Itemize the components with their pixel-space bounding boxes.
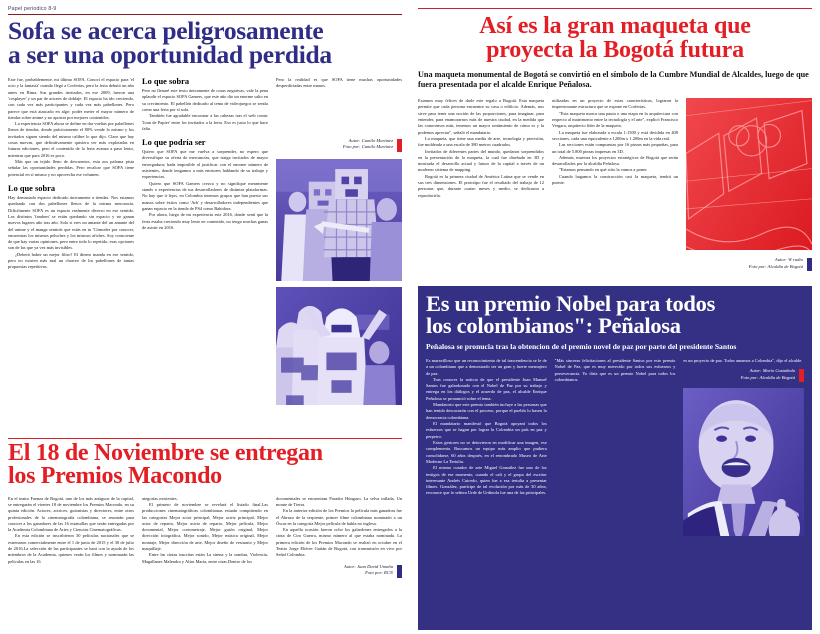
paragraph: Más que un tejido lleno de descuentos, esta zos paloma pista señalar las oportunidades perdidas. Pero recalcar que SOFA tiene potencial en sí mismo y no aprovecha ese volumen. xyxy=(8,159,134,177)
sofa-byline xyxy=(276,138,402,151)
byline-tick-mark xyxy=(807,258,812,271)
sofa-photo-cosplay-minecraft xyxy=(276,159,402,281)
penalosa-column-2 xyxy=(555,358,676,536)
byline-author: Autor: Camilo Martinez xyxy=(348,137,393,143)
sofa-photo-stack xyxy=(276,159,402,405)
paragraph: documentales se encuentran Parador Húngaro, La selva inflada, Un monte de Tierra. xyxy=(276,495,402,507)
macondo-column-1 xyxy=(8,496,134,577)
paragraph: Quiero que SOFA que me vuelva a sorprender, no espero que diversifique su oferta de mercancías, que traiga invitados de mayor envergadura; hada imposible al justificar con el enorme número de asistentes, donde tengamos a más emisores hablando de su trabajo y experiencias. xyxy=(142,149,268,180)
macondo-top-rule xyxy=(8,438,402,439)
sofa-photo-cosplay-stormtrooper xyxy=(276,287,402,405)
penalosa-headline-line1: Es un premio Nobel para todos xyxy=(426,291,716,316)
paragraph: ategorías existentes. xyxy=(142,495,178,501)
byline-tick-mark xyxy=(799,369,804,382)
paragraph: "Estamos pensando en qué sitio la vamos a poner. xyxy=(559,167,648,173)
article-penalosa xyxy=(418,286,812,630)
photo-artwork xyxy=(276,287,402,405)
article-maqueta xyxy=(418,15,812,270)
paragraph: "Esta maqueta marca una pauta o una etapa en la arquitectura con respecto al matrimonio entre la tecnología y el arte", explicó Francisco Vergara, arquitecto líder de la maqueta. xyxy=(552,110,678,129)
paragraph: Además, muestra los proyectos estratégicos de Bogotá que serán desarrollados por la alcaldía Peñalosa. xyxy=(552,154,678,167)
photo-artwork xyxy=(276,159,402,281)
maqueta-column-3 xyxy=(686,98,812,270)
paragraph: La experiencia SOFA ahora se define en dar vueltas por pabellones llenos de tiendas, donde prácticamente el 80% vende lo mismo y los invitados siguen siendo del mismo calibre lo que dijo. Claro que hay cosas nuevas, que definitivamente quisiera ver más explotadas en futuras ediciones, pero el contenido de la feria avanza a paso lento, mientras que para 2016 es poco. xyxy=(8,121,134,158)
paragraph: En la anterior edición de los Premios la película más ganadora fue el Abrazo de la serpiente, primer filme colombiano nominado a un Óscar en la categoría Mejor película de habla no inglesa. xyxy=(276,508,402,526)
byline-photo-credit: Foto por: Alcaldía de Bogotá xyxy=(748,263,803,269)
maqueta-headline xyxy=(418,15,812,62)
paragraph: La maqueta fue elaborada a escala 1:1500 y está dividida en 408 secciones, cada una equivalente a 1200m x 1.200m en la vida real. xyxy=(552,129,678,141)
sofa-subhead-lo-que-podria-ser: Lo que podría ser xyxy=(142,138,206,148)
maqueta-column-1 xyxy=(418,98,544,270)
penalosa-columns xyxy=(426,358,804,536)
paragraph: "Más sinceras felicitaciones al presidente Santos por este premio Nobel de Paz, que es muy merecido por todos sus esfuerzos y perseverancia. Yo diría que es un premio Nobel para todos los colombianos. xyxy=(554,357,676,382)
article-sofa xyxy=(8,16,402,405)
maqueta-standfirst: Una maqueta monumental de Bogotá se convirtió en el símbolo de la Cumbre Mundial de Alcaldes, luego de que fuera presentada por el alcalde Enrique Peñalosa. xyxy=(418,70,809,90)
maqueta-columns xyxy=(418,98,812,270)
maqueta-top-rule xyxy=(418,8,812,9)
article-macondo xyxy=(8,438,402,577)
paragraph: En esta edición se inscribieron 30 películas nacionales que se estrenaron comercialmente entre el 1 de junio de 2015 y el 30 de julio de 2016.La selección de las participantes se hará con la ayuda de los miembros de la Academia, quienes verán los filmes y nominarán las películas en las 16 xyxy=(8,533,134,564)
penalosa-standfirst: Peñalosa se pronucia tras la obtencion de el premio novel de paz por parte del presidente Santos xyxy=(426,341,737,351)
paragraph: es un proyecto de paz. Todos amamos a Colombia", dijo el alcalde. xyxy=(683,357,803,363)
paragraph: Invitados de diferentes partes del mundo, quedaron sorprendidos en la presentación de la maqueta, la cual fue diseñada en 3D y mostrada el desarrollo actual y futuro de la capital a través de un moderno sistema de mapping. xyxy=(418,148,544,173)
paragraph: También fue agradable encontrar a las cabezas tras el web comic 'Joan de Papier' entre los invitados a la feria. Eso es justo lo que hace falta. xyxy=(142,113,268,131)
paragraph: El mandatario manifestó que Bogotá apoyará todos los esfuerzos que se hagan por lograr la Colombia un país en paz y perpetro. xyxy=(426,421,547,439)
macondo-column-2 xyxy=(142,496,268,577)
macondo-headline-line2: los Premios Macondo xyxy=(8,462,222,489)
sofa-headline-line1: Sofa se acerca peligrosamente xyxy=(8,16,324,45)
paragraph: El mismo curador de arte Miguel González fue uno de los testigos de ese momento, cuando el cali y el grupo del escritor interesante Andrés Caicedo, quien fue a esa tertulia a presentar filmes. González, partícipe de tal evolución por más de 30 años, reconoce que lo señora Urde de Urdinola fue una de las principales. xyxy=(426,465,547,496)
right-page xyxy=(410,0,820,634)
byline-photo-credit: Foto por: Alcaldía de Bogotá xyxy=(740,374,796,380)
page-kicker: Papel periodico 8-9 xyxy=(8,6,57,12)
macondo-columns xyxy=(8,496,402,577)
right-page-spacer xyxy=(418,0,812,8)
sofa-column-1 xyxy=(8,77,134,405)
maqueta-photo xyxy=(686,98,812,250)
sofa-subhead-lo-que-sobra: Lo que sobra xyxy=(8,183,56,193)
paragraph: Estos gestores no se detuvieron en modificar una imagen, ese complementa. Buscamos un equipo más amplio que pudiera consolidarse, 60 años después, en el renombrado Museo de Arte Moderno La Tertulia. xyxy=(426,439,547,464)
paragraph: La maqueta, que tiene una media de arte, tecnología y precisión, fue moldeada a una escala de 380 metros cuadrados. xyxy=(418,135,544,148)
sofa-headline-line2: a ser una oportunidad perdida xyxy=(8,40,332,70)
paragraph: Es maravilloso que un reconocimiento de tal trascendencia se le de a un colombiano que a demostrado ser un gran y fuerte mensajero de paz. xyxy=(426,357,547,376)
byline-author: Autor: Mario Castañeda xyxy=(749,368,796,374)
paragraph: ¿Deberá haber un mejor filtro? El dinero manda en ese sentido, pero no existen más mal un chorreo de los pabellones de tantas propuestas repetitivas. xyxy=(8,251,134,270)
sofa-columns xyxy=(8,77,402,405)
penalosa-byline xyxy=(683,368,804,381)
paragraph: En el teatro Faenza de Bogotá, uno de los más antiguos de la capital, se entregarán el viernes 18 de noviembre los Premios Macondo, en su quinta edición. Actores, actrices, guionistas y directores, entre otros profesionales de la cinematografía colombiana, se reunirán para conocer a los ganadores de las 16 estatuillas que serán entregadas por la Academia Colombiana de Artes y Ciencias Cinematográficas. xyxy=(8,495,134,533)
maqueta-headline-line2: proyecta la Bogotá futura xyxy=(486,36,744,63)
sofa-headline xyxy=(8,16,402,70)
paragraph: Bogotá es la primera ciudad de América Latina que se vende en sus tres dimensiones. El prototipo fue el resultado del trabajo de 12 personas que, durante cuatro meses y medio, se dedicaron a reproducirla. xyxy=(418,173,544,198)
macondo-column-3 xyxy=(276,496,402,577)
paragraph: Mandatorio que este premio también incluye a las personas que han tenido descorazón con el proceso, porque el pueblo lo basen la democracia colombiana. xyxy=(426,402,547,420)
macondo-headline-line1: El 18 de Noviembre se entregan xyxy=(8,440,323,466)
paragraph: Por ahora, luego de mi experiencia este 2016, donde sentí que la feria estaba creciendo muy lento en contenido, no tengo muchas ganas de asistir en 2016. xyxy=(142,212,268,230)
penalosa-column-3 xyxy=(683,358,804,536)
paragraph: Entre las cintas inscritas están La sirena y la sombra, Violencia, Magallanes Malendro y Alias María, entre otras.Dentro de los xyxy=(142,552,268,564)
paragraph: En aquella ocasión fueron ocho los galardones entregados a la cinta de Ciro Guerra, mismo número al que estaba nominada. La primera edición de los Premios Macondo se realizó en octubre en el Teatro Jorge Eliécer Gaitán de Bogotá, con transmisión en vivo por Señal Colombia. xyxy=(276,527,402,558)
paragraph: Estamos muy felices de darle este regalo a Bogotá. Esta maqueta permite que cada persona encuentre su casa o edificio. Además, nos sirve para tener una noción de las proporciones, para imaginar, para entender, para enamorarnos más de nuestra ciudad, en la medida que las conocemos más, tenemos un mayor sentimiento de cómo es y la podemos apreciar", señaló el mandatario. xyxy=(418,98,544,135)
maqueta-headline-line1: Así es la gran maqueta que xyxy=(479,13,751,39)
sofa-column-3 xyxy=(276,77,402,405)
paragraph: Las secciones están compuestas por 16 piezas más pequeñas, para un total de 5.800 piezas impresas en 3D. xyxy=(552,142,678,154)
penalosa-headline xyxy=(426,293,804,337)
byline-author: Autor: W radio xyxy=(774,257,803,263)
paragraph: Este fue, probablemente, mi último SOFA. Conocí el espacio para 'el ocio y la fantasía' cuando llegó a Corferias, pero la feria debutó un año antes en Bima. Sus grandes invitados, en ese 2009, fueron una 'cosplayer' y un par de actores de doblaje. El espacio ha ido creciendo, con cada vez más participantes y cada vez más pabellones. Pero parece que está atascado en algo: poder meter el mayor número de tiendas sobre anime y no apostar por mejores contenidos. xyxy=(8,76,134,120)
sofa-subhead-lo-que-sobra-2: Lo que sobra xyxy=(142,76,190,86)
byline-tick-mark xyxy=(397,565,402,578)
paragraph: Hay demasiado espacio dedicado únicamente a tiendas. Nos estamos quedando con dos pabellones llenos de la misma mercancía. Difícilmente SOFA es un espacio realmente diverso en ese sentido. Los distintos 'fandom' se están quedando sin espacio y no ganan nuevos lugares año tras año. Solo si eres un amante del un amante del del anime y el manga sentirás que estás en tu 'Cómoder por conocer, encuentras los mismos peluches y los mismos afiches. Soy consciente de que hay varias opiniones, pero entre todo lo repetido, esas opciones son de las que ya vez más invisibles. xyxy=(8,194,134,251)
penalosa-headline-line2: los colombianos": Peñalosa xyxy=(426,312,681,338)
paragraph: Cuando hagamos la construcción casi la maqueta, tendrá un puente. xyxy=(552,173,678,186)
byline-tick-mark xyxy=(397,139,402,152)
maqueta-byline xyxy=(686,257,812,270)
byline-photo-credit: Foto por: Camilo Martinez xyxy=(342,144,393,150)
penalosa-column-1 xyxy=(426,358,547,536)
photo-artwork xyxy=(686,98,812,250)
macondo-byline xyxy=(276,564,402,577)
paragraph: utilizadas en un proyecto de estas características, lograron la impresionante estructura que se expone en Corferias. xyxy=(552,98,678,110)
sofa-column-2 xyxy=(142,77,268,405)
paragraph: El primero de noviembre se revelará el listado final.Las producciones cinematográficas colombianas estarán compitiendo en las categorías Mejor actor principal, Mejor actriz principal, Mejor actor de reparto, Mejor actriz de reparto, Mejor película, Mejor documental, Mejor cortometraje, Mejor guión original, Mejor dirección fotográfica, Mejor sonido, Mejor música original, Mejor montaje, Mejor dirección de arte, Mejor diseño de vestuario y Mejor maquillaje. xyxy=(142,501,268,552)
paragraph: Pero no llenaré este texto únicamente de cosas negativas, vale la pena aplaudir el espacio SOFA Gamers, que este año dio un enorme salto en su crecimiento. El pabellón dedicado al tema de videojuegos se sentía como una feria por sí sola. xyxy=(142,87,268,112)
macondo-headline xyxy=(8,442,402,488)
byline-author: Autor: Juan David Umaña xyxy=(343,563,393,569)
byline-photo-credit: Foto por: RCN xyxy=(365,570,393,576)
paragraph: Pero la realidad es que SOFA tiene muchas oportunidades desperdiciadas entre manos. xyxy=(276,76,402,89)
photo-artwork xyxy=(683,388,804,536)
maqueta-column-2 xyxy=(552,98,678,270)
paragraph: Quiero que SOFA Gamers crezca y no signifique meramente stands o experiencias de tus desarrolladores de distintas plataformas. No hay que ir lejos, en Colombia tenemos grupos que han puesto sus manos sobre éxitos como 'Ark' y desarrolladores independientes que ganan espacio en la tienda de PS4 como Bahidora. xyxy=(142,180,268,211)
top-rule xyxy=(8,14,402,15)
paragraph: Tras conocer la noticia de que el presidente Juan Manuel Santos fue galardonado con el Nobel de Paz por su trabajo y entrega en los diálogos y el acuerdo de paz, el alcalde Enrique Peñalosa se pronunció sobre el tema. xyxy=(426,376,547,401)
penalosa-photo-portrait xyxy=(683,388,804,536)
